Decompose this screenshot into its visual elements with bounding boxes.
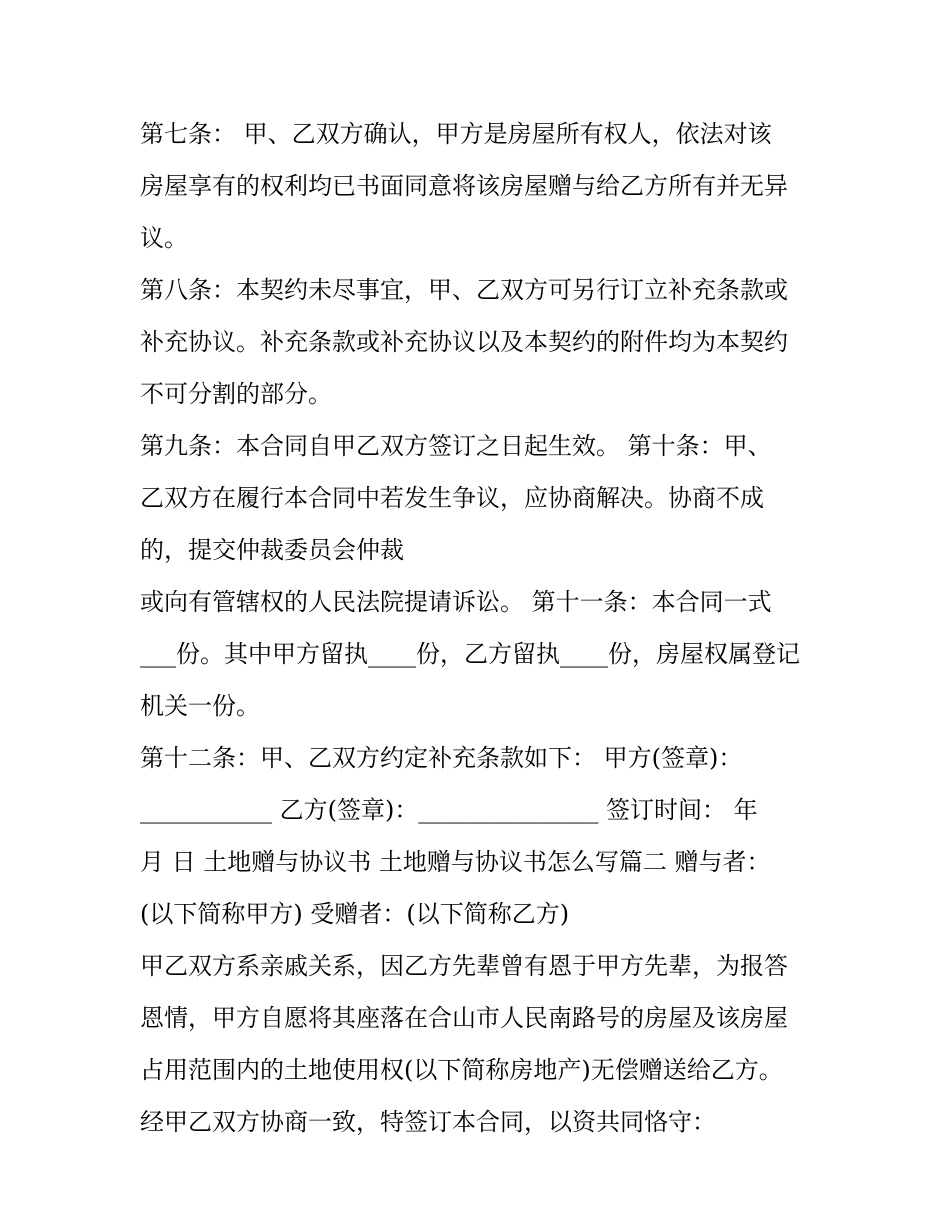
text-line: 补充协议。补充条款或补充协议以及本契约的附件均为本契约 (140, 328, 788, 356)
text-line: 甲乙双方系亲戚关系，因乙方先辈曾有恩于甲方先辈，为报答 (140, 952, 788, 980)
text-line: ___份。其中甲方留执____份，乙方留执____份，房屋权属登记 (140, 640, 800, 668)
text-line: 第七条： 甲、乙双方确认，甲方是房屋所有权人，依法对该 (140, 120, 772, 148)
text-line: 机关一份。 (140, 692, 260, 720)
text-line: 经甲乙双方协商一致，特签订本合同，以资共同恪守： (140, 1108, 716, 1136)
text-line: 月 日 土地赠与协议书 土地赠与协议书怎么写篇二 赠与者： (140, 848, 771, 876)
text-line: 房屋享有的权利均已书面同意将该房屋赠与给乙方所有并无异 (140, 172, 788, 200)
text-line: 恩情，甲方自愿将其座落在合山市人民南路号的房屋及该房屋 (140, 1004, 788, 1032)
text-line: 议。 (140, 224, 188, 252)
text-line: 第九条：本合同自甲乙双方签订之日起生效。 第十条：甲、 (140, 432, 772, 460)
text-line: 第十二条：甲、乙双方约定补充条款如下： 甲方(签章)： (140, 744, 743, 772)
text-line: (以下简称甲方) 受赠者：(以下简称乙方) (140, 900, 570, 928)
text-line: 占用范围内的土地使用权(以下简称房地产)无偿赠送给乙方。 (140, 1056, 783, 1084)
text-line: 不可分割的部分。 (140, 380, 332, 408)
text-line: 第八条：本契约未尽事宜，甲、乙双方可另行订立补充条款或 (140, 276, 788, 304)
text-line: 或向有管辖权的人民法院提请诉讼。 第十一条：本合同一式 (140, 588, 772, 616)
document-body (140, 108, 830, 1148)
text-line: 乙双方在履行本合同中若发生争议，应协商解决。协商不成 (140, 484, 764, 512)
text-line: ___________ 乙方(签章)：_______________ 签订时间： 年 (140, 796, 758, 824)
text-line: 的，提交仲裁委员会仲裁 (140, 536, 404, 564)
